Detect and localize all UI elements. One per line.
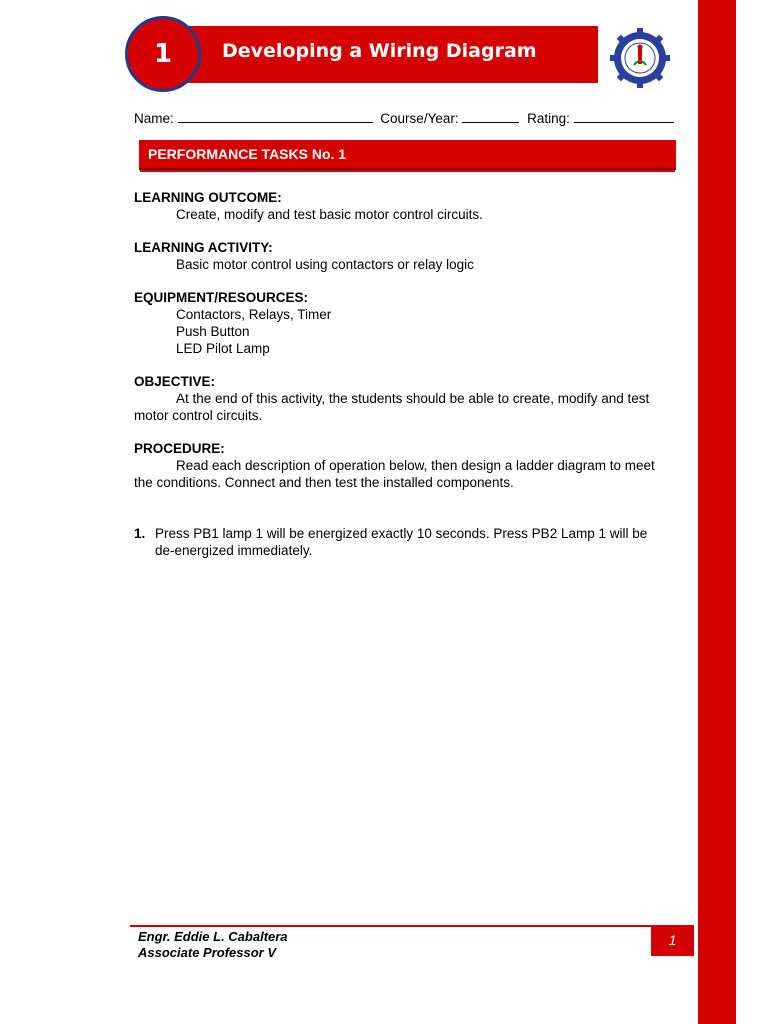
task-title: PERFORMANCE TASKS No. 1	[148, 146, 347, 162]
section-heading: LEARNING OUTCOME:	[134, 190, 282, 205]
footer-divider	[130, 925, 694, 927]
name-field[interactable]	[178, 110, 373, 123]
procedure-section	[134, 440, 664, 491]
student-info-line	[134, 110, 678, 126]
learning-activity-section	[134, 239, 664, 273]
section-text: Basic motor control using contactors or relay logic	[176, 257, 474, 272]
step-number: 1.	[134, 526, 146, 541]
rating-field[interactable]	[574, 110, 674, 123]
author-name: Engr. Eddie L. Cabaltera	[138, 929, 288, 944]
page-number: 1	[668, 932, 677, 948]
section-heading: OBJECTIVE:	[134, 374, 216, 389]
section-text: Read each description of operation below, then design a ladder diagram to meet the conditions. Connect and then test the installed components.	[134, 458, 655, 490]
equipment-item: LED Pilot Lamp	[176, 341, 270, 356]
author-position: Associate Professor V	[138, 945, 277, 960]
section-heading: LEARNING ACTIVITY:	[134, 240, 273, 255]
equipment-item: Push Button	[176, 324, 250, 339]
page-number-box	[651, 926, 694, 956]
task-banner	[139, 140, 676, 170]
chapter-number: 1	[153, 39, 173, 69]
equipment-section	[134, 289, 664, 357]
step-text: Press PB1 lamp 1 will be energized exactly 10 seconds. Press PB2 Lamp 1 will be de-energized immediately.	[155, 526, 648, 558]
course-field[interactable]	[462, 110, 519, 123]
section-heading: PROCEDURE:	[134, 441, 225, 456]
institution-seal-icon	[609, 27, 671, 89]
course-label: Course/Year:	[380, 111, 459, 126]
name-label: Name:	[134, 111, 174, 126]
chapter-badge	[125, 16, 201, 92]
rating-label: Rating:	[527, 111, 570, 126]
learning-outcome-section	[134, 189, 664, 223]
page-title: Developing a Wiring Diagram	[222, 40, 537, 62]
section-text: Create, modify and test basic motor control circuits.	[176, 207, 483, 222]
footer-author-block	[138, 929, 288, 961]
procedure-step	[134, 525, 664, 559]
objective-section	[134, 373, 664, 424]
side-accent-bar	[698, 0, 736, 1024]
equipment-item: Contactors, Relays, Timer	[176, 307, 332, 322]
section-text: At the end of this activity, the students should be able to create, modify and test motor control circuits.	[134, 391, 650, 423]
section-heading: EQUIPMENT/RESOURCES:	[134, 290, 309, 305]
